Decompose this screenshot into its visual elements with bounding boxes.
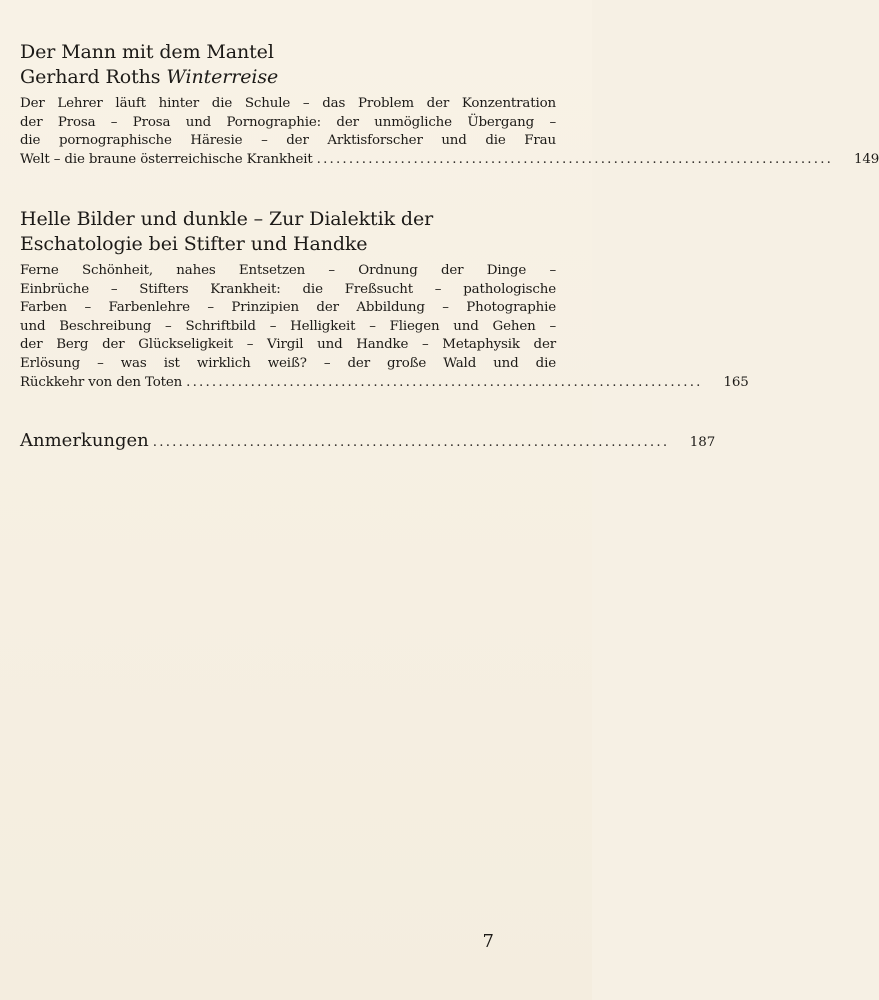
summary-line: der Berg der Glückseligkeit – Virgil und Handke – Metaphysik der (20, 337, 556, 353)
summary-line: Erlösung – was ist wirklich weiß? – der große Wald und die (20, 355, 556, 371)
entry-summary (20, 262, 749, 392)
entry-heading (20, 40, 556, 90)
heading-line: Der Mann mit dem Mantel (20, 41, 274, 63)
toc-entry-roth (20, 40, 879, 169)
heading-line: Eschatologie bei Stifter und Handke (20, 233, 368, 255)
page-number: 187 (689, 435, 716, 450)
heading-line: Helle Bilder und dunkle – Zur Dialektik der (20, 208, 434, 230)
heading-line: Gerhard Roths (20, 66, 167, 88)
summary-line: der Prosa – Prosa und Pornographie: der unmögliche Übergang – (20, 114, 556, 130)
toc-entry-stifter-handke (20, 207, 749, 392)
summary-line: Farben – Farbenlehre – Prinzipien der Abbildung – Photographie (20, 300, 556, 316)
summary-last-line (20, 374, 749, 393)
summary-line: Ferne Schönheit, nahes Entsetzen – Ordnung der Dinge – (20, 263, 556, 278)
summary-line: Der Lehrer läuft hinter die Schule – das Problem der Konzentration (20, 96, 556, 111)
dot-leader: ................................................................................ (152, 435, 670, 450)
summary-line: Einbrüche – Stifters Krankheit: die Freßsucht – pathologische (20, 281, 556, 297)
page-number: 149 (854, 151, 879, 167)
entry-heading (20, 207, 556, 257)
heading-italic-title: Winterreise (166, 66, 279, 88)
entry-summary (20, 95, 879, 169)
summary-line: Rückkehr von den Toten (20, 374, 183, 390)
summary-last-line (20, 151, 879, 170)
summary-line: Welt – die braune österreichische Krankheit (20, 151, 313, 167)
summary-line: und Beschreibung – Schriftbild – Helligkeit – Fliegen und Gehen – (20, 318, 556, 334)
summary-line: die pornographische Häresie – der Arktisforscher und die Frau (20, 133, 556, 149)
notes-line (20, 430, 716, 451)
folio-page-number: 7 (482, 931, 494, 952)
dot-leader: ................................................................................ (186, 374, 703, 390)
toc-entry-notes (20, 430, 716, 451)
dot-leader: ................................................................................ (316, 151, 834, 167)
page-number: 165 (723, 374, 749, 390)
notes-title: Anmerkungen (20, 430, 149, 451)
